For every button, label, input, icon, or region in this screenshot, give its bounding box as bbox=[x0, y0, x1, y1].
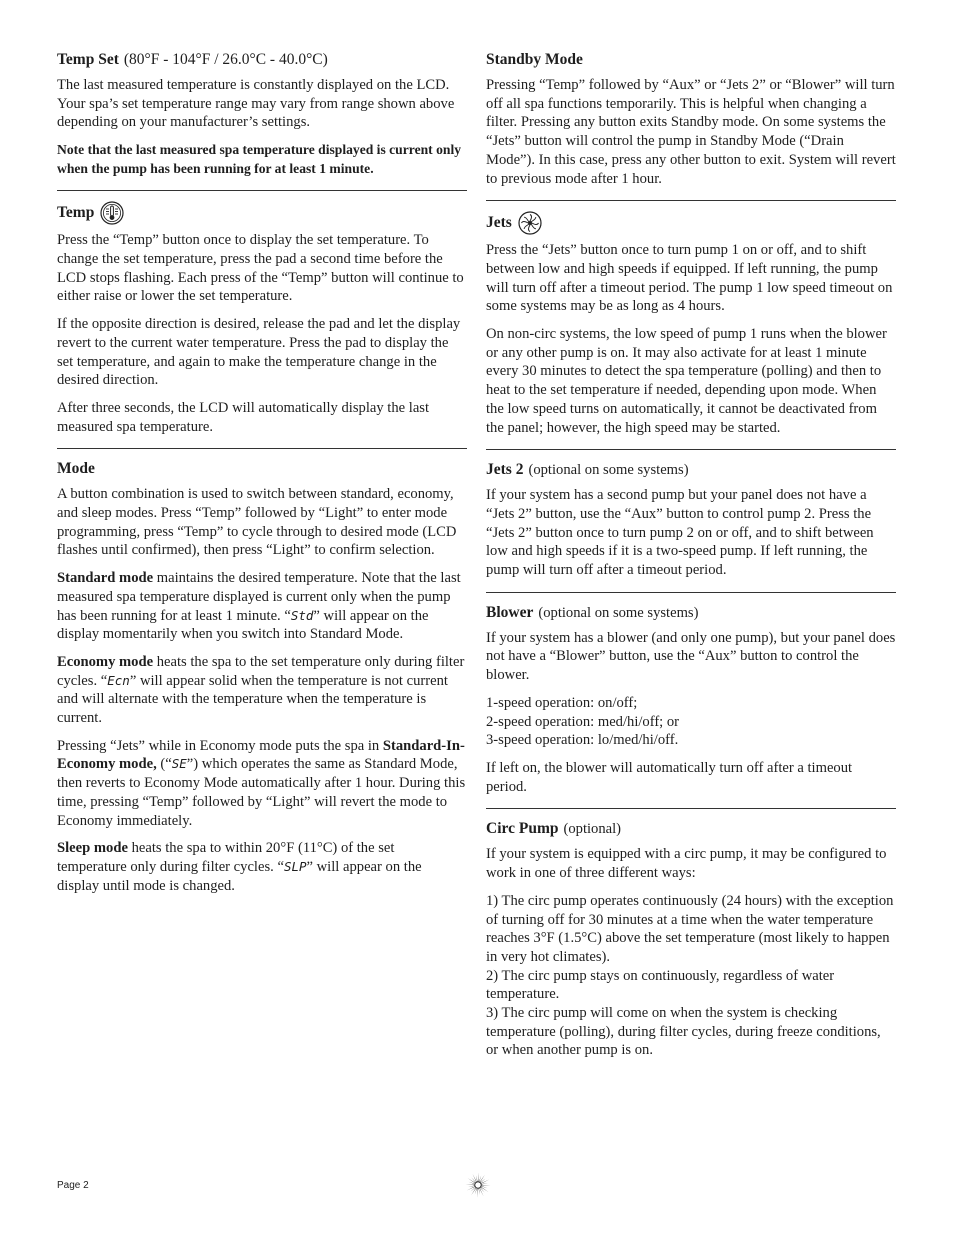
tempset-paragraph: The last measured temperature is constantly displayed on the LCD. Your spa’s set temperature range may vary from range shown above depending on your manufacturer’s settings. bbox=[57, 77, 455, 131]
lcd-code-se: SE bbox=[171, 756, 187, 772]
standard-in-economy-paragraph bbox=[57, 737, 467, 831]
jets-heading bbox=[486, 211, 896, 235]
circ-options-list bbox=[486, 892, 896, 1060]
tempset-heading bbox=[57, 50, 467, 70]
right-column bbox=[486, 50, 896, 1069]
temp-button-icon bbox=[100, 201, 124, 225]
divider bbox=[486, 200, 896, 201]
lcd-code-ecn: Ecn bbox=[107, 672, 130, 688]
blower-operation-list bbox=[486, 694, 896, 750]
blower-operation-item: 3-speed operation: lo/med/hi/off. bbox=[486, 732, 679, 749]
sleep-mode-text-b: ” will appear on the display until mode is changed. bbox=[57, 858, 422, 894]
standard-mode-label: Standard mode bbox=[57, 570, 154, 587]
jets-title: Jets bbox=[486, 214, 512, 232]
mode-title: Mode bbox=[57, 460, 95, 478]
sie-text-b: (“ bbox=[156, 756, 172, 773]
temp-heading bbox=[57, 201, 467, 225]
divider bbox=[486, 592, 896, 593]
jets-paragraph-2: On non-circ systems, the low speed of pump 1 runs when the blower or any other pump is on. It may also activate for at least 1 minute every 30 minutes to detect the spa temperature (polling) and then to heat to the set temperature if needed, depending upon mode. When the low speed turns on automatically, it cannot be deactivated from the panel; however, the high speed may be started. bbox=[486, 326, 887, 436]
jets-button-icon bbox=[518, 211, 542, 235]
divider bbox=[486, 449, 896, 450]
standard-in-economy-label: Standard-In-Economy mode, bbox=[57, 737, 465, 773]
sunburst-logo-icon bbox=[465, 1172, 491, 1198]
standby-heading bbox=[486, 50, 896, 70]
jets-paragraph-1: Press the “Jets” button once to turn pump 1 on or off, and to shift between low and high speeds if equipped. If left running, the pump will turn off after a timeout period. The pump 1 low speed timeout on some systems may be as long as 4 hours. bbox=[486, 242, 893, 315]
jets2-heading bbox=[486, 460, 896, 480]
blower-heading bbox=[486, 603, 896, 623]
temp-title: Temp bbox=[57, 204, 95, 222]
left-column bbox=[57, 50, 467, 904]
circ-heading bbox=[486, 819, 896, 839]
economy-mode-label: Economy mode bbox=[57, 653, 154, 670]
sie-text-c: ”) which operates the same as Standard Mode, then reverts to Economy Mode automatically after 1 hour. During this time, pressing “Temp” followed by “Light” will revert the mode to Economy immediately. bbox=[57, 756, 466, 829]
standard-mode-text-a: maintains the desired temperature. Note that the last measured spa temperature displayed is current only when the pump has been running for at least 1 minute. “ bbox=[57, 570, 461, 624]
jets2-subtitle: (optional on some systems) bbox=[528, 462, 689, 479]
tempset-note: Note that the last measured spa temperature displayed is current only when the pump has been running for at least 1 minute. bbox=[57, 142, 462, 176]
circ-paragraph-1: If your system is equipped with a circ pump, it may be configured to work in one of three different ways: bbox=[486, 846, 887, 882]
economy-mode-paragraph bbox=[57, 653, 467, 728]
circ-option-item: 1) The circ pump operates continuously (24 hours) with the exception of turning off for 30 minutes at a time when the water temperature reaches 3°F (1.5°C) above the set temperature (most likely to happen in very hot climates). bbox=[486, 892, 894, 965]
blower-paragraph-1: If your system has a blower (and only one pump), but your panel does not have a “Blower” button, use the “Aux” button to control the blower. bbox=[486, 629, 896, 684]
circ-title: Circ Pump bbox=[486, 820, 559, 838]
standard-mode-text-b: ” will appear on the display momentarily when you switch into Standard Mode. bbox=[57, 607, 429, 643]
jets2-paragraph: If your system has a second pump but your panel does not have a “Jets 2” button, use the “Aux” button to control pump 2. Press the “Jets 2” button once to turn pump 2 on or off, and to shift between low and high speeds if it is a two-speed pump. If left running, the pump will turn off after a timeout period. bbox=[486, 487, 874, 579]
temp-paragraph-3: After three seconds, the LCD will automatically display the last measured spa temperature. bbox=[57, 399, 430, 435]
economy-mode-text-b: ” will appear solid when the temperature is not current and will alternate with the temperature when the temperature is current. bbox=[57, 672, 448, 727]
standby-title: Standby Mode bbox=[486, 51, 583, 68]
standard-mode-paragraph bbox=[57, 569, 467, 644]
mode-heading bbox=[57, 459, 467, 479]
divider bbox=[57, 448, 467, 449]
blower-operation-item: 1-speed operation: on/off; bbox=[486, 694, 638, 711]
divider bbox=[486, 808, 896, 809]
blower-subtitle: (optional on some systems) bbox=[538, 604, 699, 621]
temp-paragraph-2: If the opposite direction is desired, release the pad and let the display revert to the current water temperature. Press the pad to display the set temperature, and again to make the temperature change in the desired direction. bbox=[57, 316, 461, 389]
sleep-mode-paragraph bbox=[57, 839, 467, 895]
sie-text-a: Pressing “Jets” while in Economy mode puts the spa in bbox=[57, 737, 383, 754]
temp-paragraph-1: Press the “Temp” button once to display the set temperature. To change the set temperature, press the pad a second time before the LCD stops flashing. Each press of the “Temp” button will continue to either raise or lower the set temperature. bbox=[57, 232, 464, 305]
circ-option-item: 2) The circ pump stays on continuously, regardless of water temperature. bbox=[486, 967, 835, 1003]
page-number: Page 2 bbox=[57, 1180, 89, 1191]
jets2-title: Jets 2 bbox=[486, 461, 524, 479]
lcd-code-std: Std bbox=[290, 607, 314, 623]
blower-paragraph-2: If left on, the blower will automatically turn off after a timeout period. bbox=[486, 759, 853, 795]
divider bbox=[57, 190, 467, 191]
lcd-code-slp: SLP bbox=[283, 858, 307, 874]
sleep-mode-label: Sleep mode bbox=[57, 840, 128, 857]
circ-option-item: 3) The circ pump will come on when the system is checking temperature (polling), during filter cycles, during freeze conditions, or when another pump is on. bbox=[486, 1005, 881, 1059]
tempset-range: (80°F - 104°F / 26.0°C - 40.0°C) bbox=[123, 51, 328, 68]
economy-mode-text-a: heats the spa to the set temperature only during filter cycles. “ bbox=[57, 653, 465, 689]
standby-paragraph: Pressing “Temp” followed by “Aux” or “Jets 2” or “Blower” will turn off all spa functions temporarily. This is helpful when changing a filter. Pressing any button exits Standby mode. On some systems the “Jets” button will control the pump in Standby Mode (“Drain Mode”). In this case, press any other button to exit. System will revert to previous mode after 1 hour. bbox=[486, 77, 896, 187]
mode-paragraph-1: A button combination is used to switch between standard, economy, and sleep modes. Press “Temp” followed by “Light” to enter mode programming, press “Temp” to cycle through to desired mode (LCD flashes until confirmed), then press “Light” to confirm selection. bbox=[57, 486, 457, 559]
tempset-title: Temp Set bbox=[57, 51, 119, 68]
blower-title: Blower bbox=[486, 603, 534, 621]
blower-operation-item: 2-speed operation: med/hi/off; or bbox=[486, 713, 680, 730]
sleep-mode-text-a: heats the spa to within 20°F (11°C) of the set temperature only during filter cycles. “ bbox=[57, 840, 395, 875]
circ-subtitle: (optional) bbox=[563, 821, 622, 838]
